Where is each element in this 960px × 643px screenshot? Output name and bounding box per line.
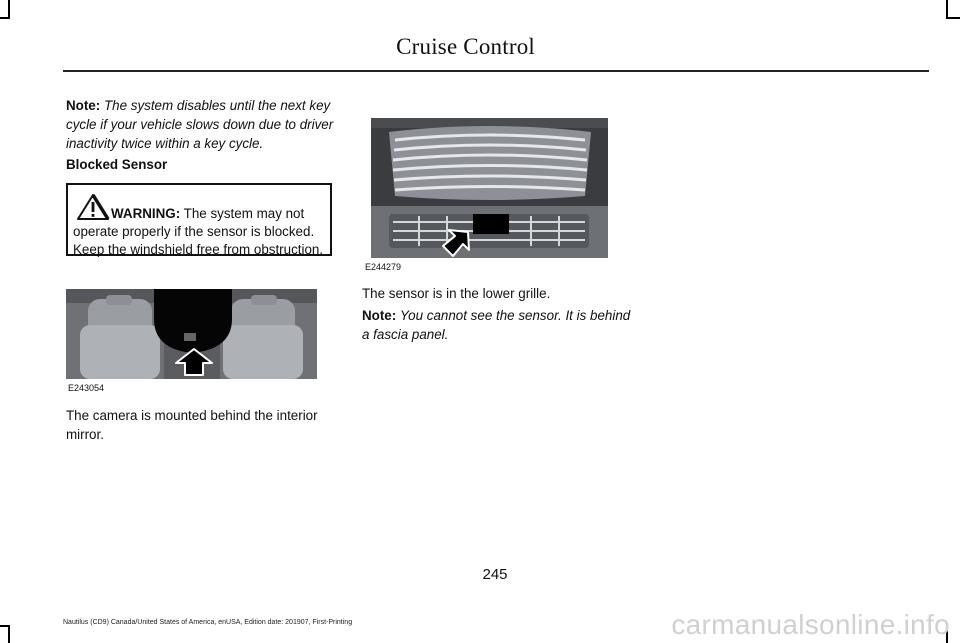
- left-caption: The camera is mounted behind the interior mirror.: [66, 408, 318, 442]
- header-rule: [63, 70, 929, 72]
- crop-mark-bottom-left-h: [0, 625, 10, 627]
- crop-mark-top-left-v: [8, 0, 10, 18]
- right-caption: The sensor is in the lower grille.: [362, 286, 551, 301]
- note-label: Note:: [66, 98, 101, 113]
- note-text: The system disables until the next key cycle if your vehicle slows down due to driver inactivity twice within a key cycle.: [66, 98, 334, 151]
- warning-body: The system may not operate properly if the sensor is blocked. Keep the windshield free from obstruction.: [73, 206, 324, 257]
- page-number: 245: [482, 566, 508, 583]
- note-text: You cannot see the sensor. It is behind a fascia panel.: [362, 308, 631, 342]
- footer-text: Nautilus (CD9) Canada/United States of America, enUSA, Edition date: 201907, First-Printing: [63, 619, 353, 626]
- crop-mark-bottom-left-v: [8, 625, 10, 643]
- crop-mark-top-right-v: [946, 0, 948, 18]
- section-heading: Blocked Sensor: [66, 157, 168, 172]
- crop-mark-top-left-h: [0, 17, 10, 19]
- page-title-text: Cruise Control: [396, 34, 535, 59]
- left-note: [66, 96, 338, 153]
- warning-label: WARNING:: [111, 206, 181, 221]
- camera-mirror-illustration: [66, 289, 317, 379]
- right-note: [362, 306, 634, 344]
- warning-box: [66, 183, 332, 256]
- figure-code-left: E243054: [68, 383, 105, 393]
- warning-text: [73, 205, 333, 259]
- lower-grille-illustration: [371, 118, 608, 258]
- figure-code-right: E244279: [365, 262, 402, 272]
- watermark: carmanualsonline.info: [671, 609, 950, 640]
- note-label: Note:: [362, 308, 397, 323]
- crop-mark-top-right-h: [946, 17, 960, 19]
